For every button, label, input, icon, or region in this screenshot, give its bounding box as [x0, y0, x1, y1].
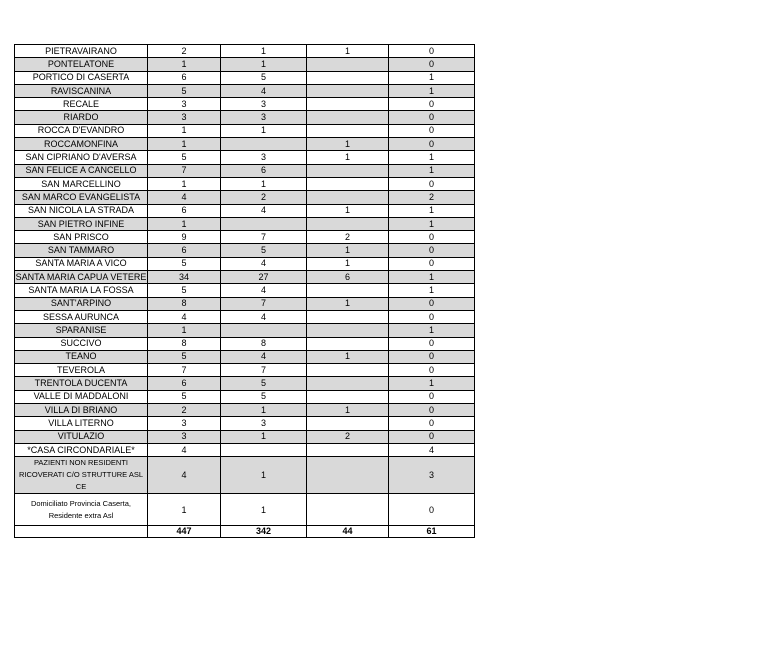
value-cell-3 [307, 111, 389, 124]
value-cell-1: 1 [148, 217, 221, 230]
value-cell-4: 2 [389, 191, 475, 204]
value-cell-4: 0 [389, 45, 475, 58]
value-cell-1: 6 [148, 377, 221, 390]
value-cell-3 [307, 71, 389, 84]
table-row [15, 244, 475, 257]
value-cell-3: 1 [307, 45, 389, 58]
value-cell-2: 27 [221, 271, 307, 284]
value-cell-1: 5 [148, 84, 221, 97]
value-cell-1: 8 [148, 297, 221, 310]
table-row [15, 526, 475, 538]
table-row [15, 124, 475, 137]
municipality-cell: VALLE DI MADDALONI [15, 390, 148, 403]
municipality-cell: Domiciliato Provincia Caserta, Residente extra Asl [15, 494, 148, 526]
municipality-cell: SAN MARCO EVANGELISTA [15, 191, 148, 204]
value-cell-4: 0 [389, 297, 475, 310]
value-cell-3 [307, 377, 389, 390]
value-cell-3 [307, 124, 389, 137]
value-cell-1: 1 [148, 177, 221, 190]
table-row [15, 377, 475, 390]
value-cell-1: 2 [148, 45, 221, 58]
value-cell-2: 5 [221, 390, 307, 403]
value-cell-4: 0 [389, 138, 475, 151]
value-cell-2: 2 [221, 191, 307, 204]
table-row [15, 364, 475, 377]
value-cell-4: 0 [389, 177, 475, 190]
municipality-cell: PORTICO DI CASERTA [15, 71, 148, 84]
value-cell-1: 34 [148, 271, 221, 284]
municipality-cell: SAN CIPRIANO D'AVERSA [15, 151, 148, 164]
table-row [15, 494, 475, 526]
municipality-cell: *CASA CIRCONDARIALE* [15, 443, 148, 456]
value-cell-3: 1 [307, 138, 389, 151]
value-cell-1: 1 [148, 58, 221, 71]
value-cell-3 [307, 390, 389, 403]
value-cell-3 [307, 443, 389, 456]
value-cell-2: 6 [221, 164, 307, 177]
value-cell-3 [307, 494, 389, 526]
table-row [15, 217, 475, 230]
value-cell-1: 7 [148, 364, 221, 377]
value-cell-4: 0 [389, 390, 475, 403]
value-cell-3 [307, 310, 389, 323]
value-cell-1: 6 [148, 244, 221, 257]
value-cell-1: 7 [148, 164, 221, 177]
table-row [15, 271, 475, 284]
value-cell-2: 1 [221, 177, 307, 190]
value-cell-2: 4 [221, 257, 307, 270]
municipality-cell: PAZIENTI NON RESIDENTI RICOVERATI C/O STRUTTURE ASL CE [15, 457, 148, 494]
value-cell-3: 2 [307, 430, 389, 443]
value-cell-2 [221, 138, 307, 151]
municipality-cell: SANT'ARPINO [15, 297, 148, 310]
table-row [15, 45, 475, 58]
value-cell-3: 1 [307, 404, 389, 417]
value-cell-3 [307, 457, 389, 494]
value-cell-2: 8 [221, 337, 307, 350]
value-cell-3 [307, 284, 389, 297]
value-cell-4: 0 [389, 430, 475, 443]
table-row [15, 164, 475, 177]
table-body [15, 45, 475, 538]
value-cell-3 [307, 364, 389, 377]
value-cell-3 [307, 324, 389, 337]
municipality-cell: SAN FELICE A CANCELLO [15, 164, 148, 177]
table-row [15, 350, 475, 363]
table-row [15, 204, 475, 217]
value-cell-4: 1 [389, 84, 475, 97]
value-cell-3: 1 [307, 257, 389, 270]
value-cell-3: 2 [307, 231, 389, 244]
municipality-cell: SAN PRISCO [15, 231, 148, 244]
value-cell-1: 1 [148, 138, 221, 151]
value-cell-2: 3 [221, 417, 307, 430]
table-row [15, 390, 475, 403]
value-cell-1: 5 [148, 151, 221, 164]
value-cell-2: 7 [221, 231, 307, 244]
municipality-cell: ROCCA D'EVANDRO [15, 124, 148, 137]
municipality-cell: TEVEROLA [15, 364, 148, 377]
municipality-cell [15, 526, 148, 538]
value-cell-1: 1 [148, 124, 221, 137]
value-cell-4: 1 [389, 284, 475, 297]
table-row [15, 310, 475, 323]
value-cell-3: 1 [307, 297, 389, 310]
table-row [15, 71, 475, 84]
table-row [15, 297, 475, 310]
value-cell-1: 5 [148, 350, 221, 363]
municipality-cell: VITULAZIO [15, 430, 148, 443]
table-row [15, 98, 475, 111]
value-cell-1: 4 [148, 310, 221, 323]
value-cell-4: 1 [389, 377, 475, 390]
value-cell-1: 3 [148, 417, 221, 430]
table-row [15, 177, 475, 190]
value-cell-4: 1 [389, 324, 475, 337]
table-row [15, 58, 475, 71]
value-cell-2: 7 [221, 297, 307, 310]
value-cell-2: 4 [221, 350, 307, 363]
value-cell-4: 3 [389, 457, 475, 494]
value-cell-4: 1 [389, 271, 475, 284]
value-cell-2: 342 [221, 526, 307, 538]
municipality-table [14, 44, 475, 538]
value-cell-1: 6 [148, 71, 221, 84]
value-cell-2: 5 [221, 377, 307, 390]
table-row [15, 417, 475, 430]
value-cell-3 [307, 177, 389, 190]
value-cell-2: 1 [221, 58, 307, 71]
value-cell-3 [307, 337, 389, 350]
table-row [15, 324, 475, 337]
value-cell-4: 1 [389, 71, 475, 84]
value-cell-2 [221, 217, 307, 230]
value-cell-4: 0 [389, 404, 475, 417]
value-cell-1: 5 [148, 257, 221, 270]
value-cell-4: 0 [389, 98, 475, 111]
value-cell-1: 3 [148, 98, 221, 111]
value-cell-2: 1 [221, 457, 307, 494]
value-cell-2: 7 [221, 364, 307, 377]
municipality-cell: SAN MARCELLINO [15, 177, 148, 190]
table-row [15, 337, 475, 350]
value-cell-4: 61 [389, 526, 475, 538]
table-row [15, 284, 475, 297]
value-cell-3 [307, 217, 389, 230]
value-cell-4: 0 [389, 350, 475, 363]
table-row [15, 457, 475, 494]
municipality-cell: RECALE [15, 98, 148, 111]
value-cell-1: 4 [148, 457, 221, 494]
value-cell-4: 0 [389, 337, 475, 350]
value-cell-4: 0 [389, 231, 475, 244]
municipality-cell: SAN NICOLA LA STRADA [15, 204, 148, 217]
table-row [15, 231, 475, 244]
value-cell-2: 4 [221, 310, 307, 323]
value-cell-3 [307, 84, 389, 97]
value-cell-2: 4 [221, 204, 307, 217]
value-cell-4: 1 [389, 164, 475, 177]
municipality-cell: ROCCAMONFINA [15, 138, 148, 151]
value-cell-1: 4 [148, 191, 221, 204]
value-cell-3: 44 [307, 526, 389, 538]
value-cell-1: 1 [148, 324, 221, 337]
table-row [15, 138, 475, 151]
value-cell-2: 1 [221, 45, 307, 58]
table-row [15, 404, 475, 417]
value-cell-3: 1 [307, 350, 389, 363]
value-cell-4: 0 [389, 124, 475, 137]
value-cell-1: 3 [148, 430, 221, 443]
municipality-cell: VILLA DI BRIANO [15, 404, 148, 417]
municipality-cell: SUCCIVO [15, 337, 148, 350]
value-cell-1: 1 [148, 494, 221, 526]
value-cell-4: 0 [389, 58, 475, 71]
value-cell-4: 4 [389, 443, 475, 456]
value-cell-4: 0 [389, 417, 475, 430]
municipality-cell: SAN PIETRO INFINE [15, 217, 148, 230]
value-cell-4: 1 [389, 217, 475, 230]
value-cell-3: 1 [307, 244, 389, 257]
table-row [15, 257, 475, 270]
municipality-cell: SANTA MARIA LA FOSSA [15, 284, 148, 297]
value-cell-4: 1 [389, 151, 475, 164]
value-cell-2: 5 [221, 244, 307, 257]
value-cell-3 [307, 417, 389, 430]
value-cell-1: 3 [148, 111, 221, 124]
value-cell-3 [307, 98, 389, 111]
value-cell-2 [221, 443, 307, 456]
value-cell-2: 1 [221, 404, 307, 417]
value-cell-4: 0 [389, 257, 475, 270]
value-cell-2: 3 [221, 151, 307, 164]
value-cell-2: 3 [221, 98, 307, 111]
value-cell-4: 0 [389, 310, 475, 323]
value-cell-3: 6 [307, 271, 389, 284]
value-cell-2 [221, 324, 307, 337]
value-cell-1: 447 [148, 526, 221, 538]
municipality-cell: SANTA MARIA A VICO [15, 257, 148, 270]
value-cell-2: 1 [221, 494, 307, 526]
municipality-cell: SAN TAMMARO [15, 244, 148, 257]
value-cell-1: 4 [148, 443, 221, 456]
municipality-cell: TRENTOLA DUCENTA [15, 377, 148, 390]
value-cell-4: 0 [389, 364, 475, 377]
value-cell-4: 1 [389, 204, 475, 217]
value-cell-3 [307, 58, 389, 71]
municipality-cell: RIARDO [15, 111, 148, 124]
value-cell-4: 0 [389, 494, 475, 526]
municipality-cell: PIETRAVAIRANO [15, 45, 148, 58]
table-row [15, 151, 475, 164]
table-row [15, 191, 475, 204]
table-row [15, 84, 475, 97]
municipality-cell: SPARANISE [15, 324, 148, 337]
value-cell-4: 0 [389, 244, 475, 257]
value-cell-2: 1 [221, 124, 307, 137]
municipality-cell: VILLA LITERNO [15, 417, 148, 430]
table-row [15, 430, 475, 443]
value-cell-1: 5 [148, 284, 221, 297]
municipality-cell: SESSA AURUNCA [15, 310, 148, 323]
value-cell-3: 1 [307, 151, 389, 164]
municipality-cell: TEANO [15, 350, 148, 363]
table-row [15, 443, 475, 456]
value-cell-3: 1 [307, 204, 389, 217]
value-cell-2: 1 [221, 430, 307, 443]
value-cell-2: 4 [221, 284, 307, 297]
value-cell-1: 6 [148, 204, 221, 217]
value-cell-3 [307, 164, 389, 177]
value-cell-2: 3 [221, 111, 307, 124]
value-cell-2: 4 [221, 84, 307, 97]
value-cell-1: 5 [148, 390, 221, 403]
value-cell-1: 2 [148, 404, 221, 417]
value-cell-1: 8 [148, 337, 221, 350]
municipality-cell: SANTA MARIA CAPUA VETERE [15, 271, 148, 284]
value-cell-3 [307, 191, 389, 204]
municipality-cell: RAVISCANINA [15, 84, 148, 97]
value-cell-4: 0 [389, 111, 475, 124]
value-cell-1: 9 [148, 231, 221, 244]
value-cell-2: 5 [221, 71, 307, 84]
table-row [15, 111, 475, 124]
municipality-cell: PONTELATONE [15, 58, 148, 71]
